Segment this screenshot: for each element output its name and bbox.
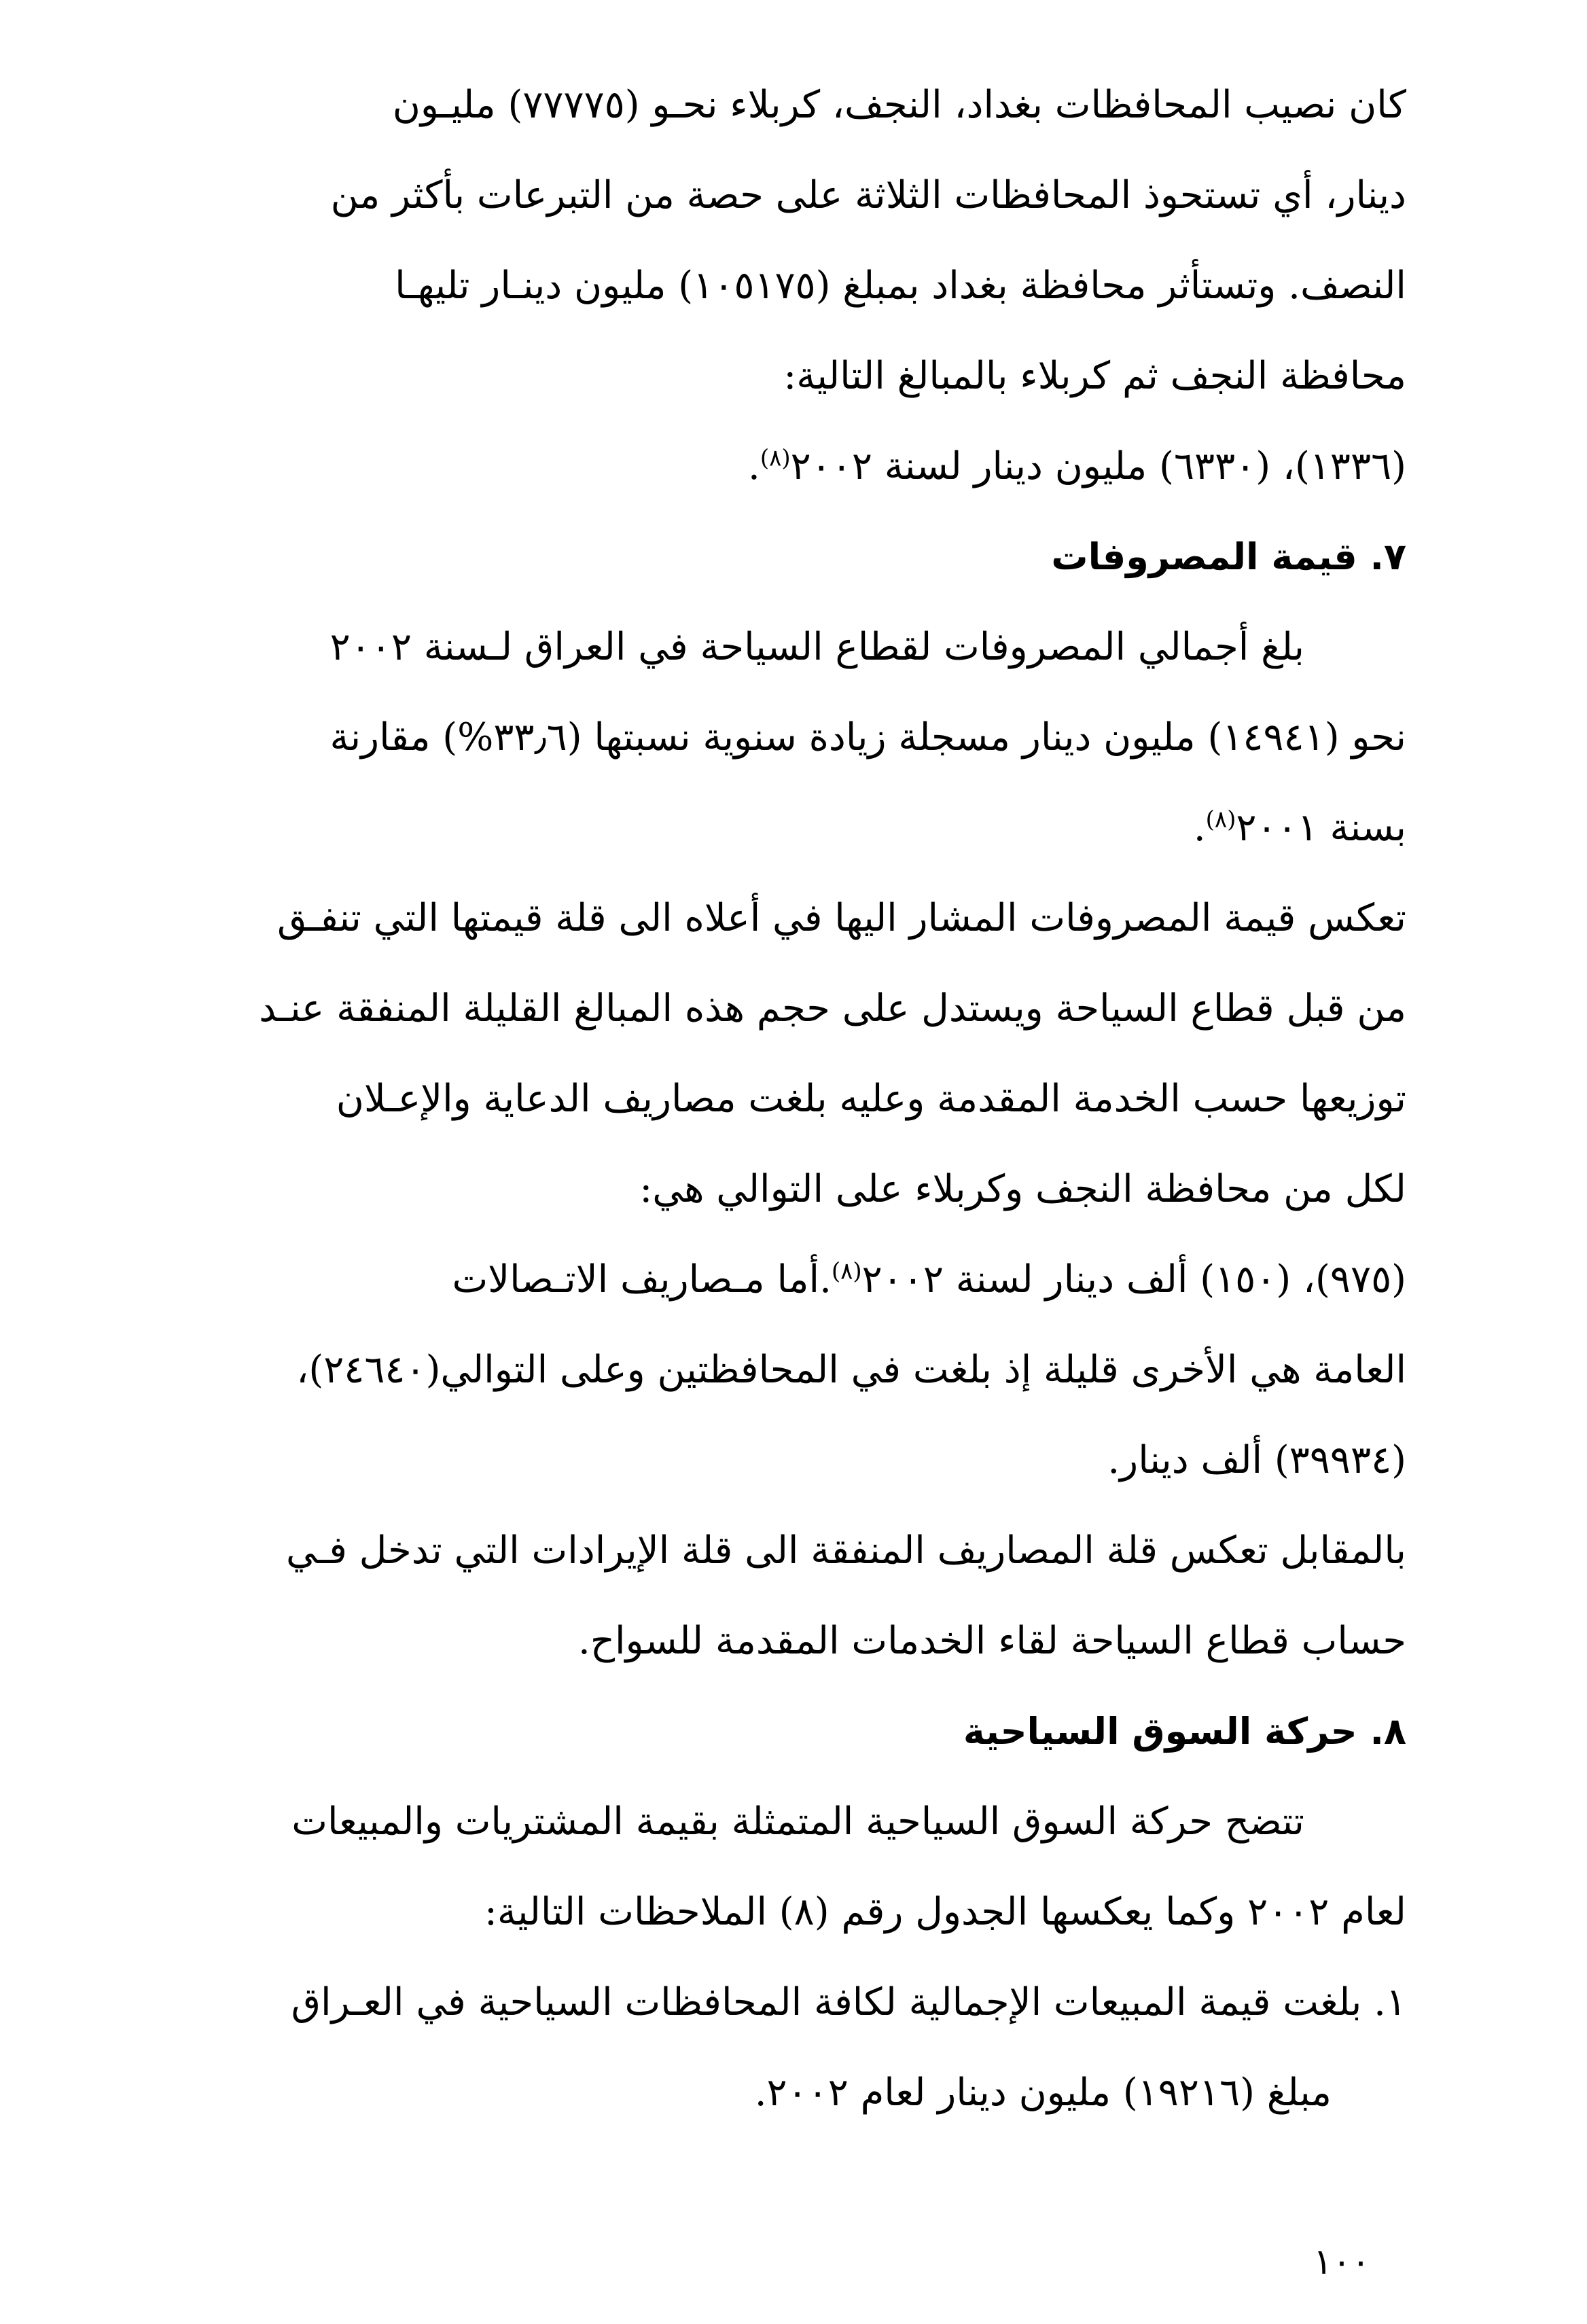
paragraph-line: بلغ أجمالي المصروفات لقطاع السياحة في العراق لـسنة ٢٠٠٢ (329, 625, 1304, 669)
section-heading-tourism-market: ٨. حركة السوق السياحية (963, 1710, 1406, 1753)
section-heading-expenses: ٧. قيمة المصروفات (1051, 535, 1406, 578)
period: . (1193, 806, 1206, 850)
list-item-continuation: مبلغ (١٩٢١٦) مليون دينار لعام ٢٠٠٢. (754, 2071, 1332, 2115)
paragraph-line: دينار، أي تستحوذ المحافظات الثلاثة على حصة من التبرعات بأكثر من (330, 173, 1406, 217)
footnote-ref: (٨) (1205, 806, 1236, 834)
paragraph-line: النصف. وتستأثر محافظة بغداد بمبلغ (١٠٥١٧٥) مليون دينـار تليهـا (395, 264, 1406, 308)
paragraph-line: تتضح حركة السوق السياحية المتمثلة بقيمة المشتريات والمبيعات (291, 1800, 1304, 1844)
paragraph-line: نحو (١٤٩٤١) مليون دينار مسجلة زيادة سنوية نسبتها (٣٣٫٦%) مقارنة (329, 715, 1406, 759)
paragraph-line: كان نصيب المحافظات بغداد، النجف، كربلاء نحـو (٧٧٧٧٥) مليـون (392, 83, 1406, 127)
page-number: ١٠٠ (1313, 2242, 1370, 2283)
paragraph-line: لكل من محافظة النجف وكربلاء على التوالي هي: (639, 1167, 1406, 1211)
paragraph-line: العامة هي الأخرى قليلة إذ بلغت في المحافظتين وعلى التوالي(٢٤٦٤٠)، (296, 1348, 1406, 1392)
paragraph-line: محافظة النجف ثم كربلاء بالمبالغ التالية: (783, 354, 1406, 398)
paragraph-line: حساب قطاع السياحة لقاء الخدمات المقدمة للسواح. (578, 1619, 1406, 1663)
paragraph-line: لعام ٢٠٠٢ وكما يعكسها الجدول رقم (٨) الملاحظات التالية: (484, 1890, 1406, 1934)
paragraph-line (170, 783, 1406, 873)
paragraph-line: من قبل قطاع السياحة ويستدل على حجم هذه المبالغ القليلة المنفقة عنـد (259, 986, 1406, 1031)
paragraph-line: بالمقابل تعكس قلة المصاريف المنفقة الى قلة الإيرادات التي تدخل فـي (286, 1529, 1406, 1573)
list-item: ١. بلغت قيمة المبيعات الإجمالية لكافة المحافظات السياحية في العـراق (291, 1980, 1406, 2024)
footnote-ref: (٨) (760, 444, 791, 472)
line-text: (١٣٣٦)، (٦٣٣٠) مليون دينار لسنة ٢٠٠٢ (790, 444, 1406, 488)
paragraph-line: تعكس قيمة المصروفات المشار اليها في أعلاه الى قلة قيمتها التي تنفـق (277, 896, 1406, 940)
paragraph-line: توزيعها حسب الخدمة المقدمة وعليه بلغت مصاريف الدعاية والإعـلان (336, 1077, 1406, 1121)
paragraph-line: (٣٩٩٣٤) ألف دينار. (1107, 1438, 1406, 1482)
period: . (748, 444, 760, 488)
paragraph-line (170, 421, 1406, 512)
line-text: بسنة ٢٠٠١ (1236, 806, 1406, 850)
paragraph-line (170, 1234, 1406, 1325)
line-text: .أما مـصاريف الاتـصالات (452, 1257, 832, 1302)
footnote-ref: (٨) (831, 1257, 862, 1285)
document-body (170, 60, 1406, 2138)
line-text: (٩٧٥)، (١٥٠) ألف دينار لسنة ٢٠٠٢ (861, 1257, 1406, 1302)
